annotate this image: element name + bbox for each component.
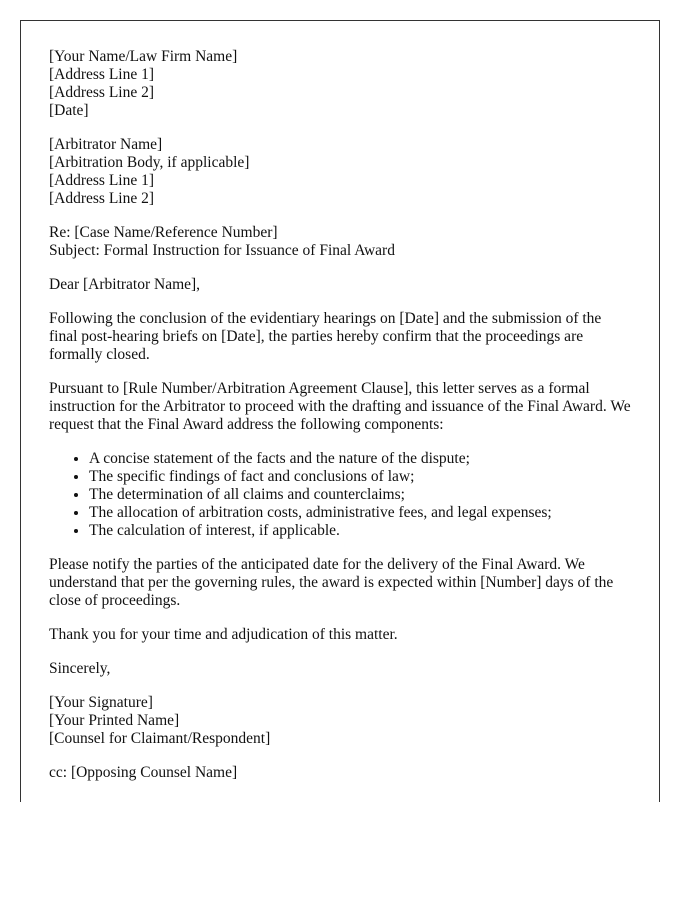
list-item: • The allocation of arbitration costs, administrative fees, and legal expenses; [89, 504, 631, 522]
recipient-address-1: [Address Line 1] [49, 172, 155, 189]
recipient-name: [Arbitrator Name] [49, 136, 163, 153]
reference-line: Re: [Case Name/Reference Number] [49, 224, 278, 241]
letter-date: [Date] [49, 102, 89, 119]
valediction: Sincerely, [49, 660, 111, 677]
body-paragraph: Thank you for your time and adjudication of this matter. [49, 626, 398, 643]
list-item: • A concise statement of the facts and the nature of the dispute; [89, 450, 631, 468]
sender-name: [Your Name/Law Firm Name] [49, 48, 238, 65]
counsel-role: [Counsel for Claimant/Respondent] [49, 730, 271, 747]
sender-address-2: [Address Line 2] [49, 84, 155, 101]
letter-document [20, 20, 660, 802]
list-item: • The calculation of interest, if applicable. [89, 522, 631, 540]
reference-block [49, 224, 631, 260]
signature-block [49, 694, 631, 748]
printed-name: [Your Printed Name] [49, 712, 180, 729]
list-item: • The specific findings of fact and conclusions of law; [89, 468, 631, 486]
recipient-address-2: [Address Line 2] [49, 190, 155, 207]
recipient-body: [Arbitration Body, if applicable] [49, 154, 250, 171]
body-paragraph: Please notify the parties of the anticipated date for the delivery of the Final Award. We understand that per the governing rules, the award is expected within [Number] days of the close of proceedings. [49, 556, 614, 609]
cc-line: cc: [Opposing Counsel Name] [49, 764, 238, 781]
sender-block [49, 48, 631, 120]
components-list [49, 450, 631, 540]
recipient-block [49, 136, 631, 208]
list-item: • The determination of all claims and counterclaims; [89, 486, 631, 504]
sender-address-1: [Address Line 1] [49, 66, 155, 83]
signature: [Your Signature] [49, 694, 153, 711]
body-paragraph: Following the conclusion of the evidentiary hearings on [Date] and the submission of the final post-hearing briefs on [Date], the parties hereby confirm that the proceedings are formally closed. [49, 310, 602, 363]
subject-line: Subject: Formal Instruction for Issuance of Final Award [49, 242, 395, 259]
salutation: Dear [Arbitrator Name], [49, 276, 201, 293]
body-paragraph: Pursuant to [Rule Number/Arbitration Agreement Clause], this letter serves as a formal instruction for the Arbitrator to proceed with the drafting and issuance of the Final Award. We request that the Final Award address the following components: [49, 380, 631, 433]
